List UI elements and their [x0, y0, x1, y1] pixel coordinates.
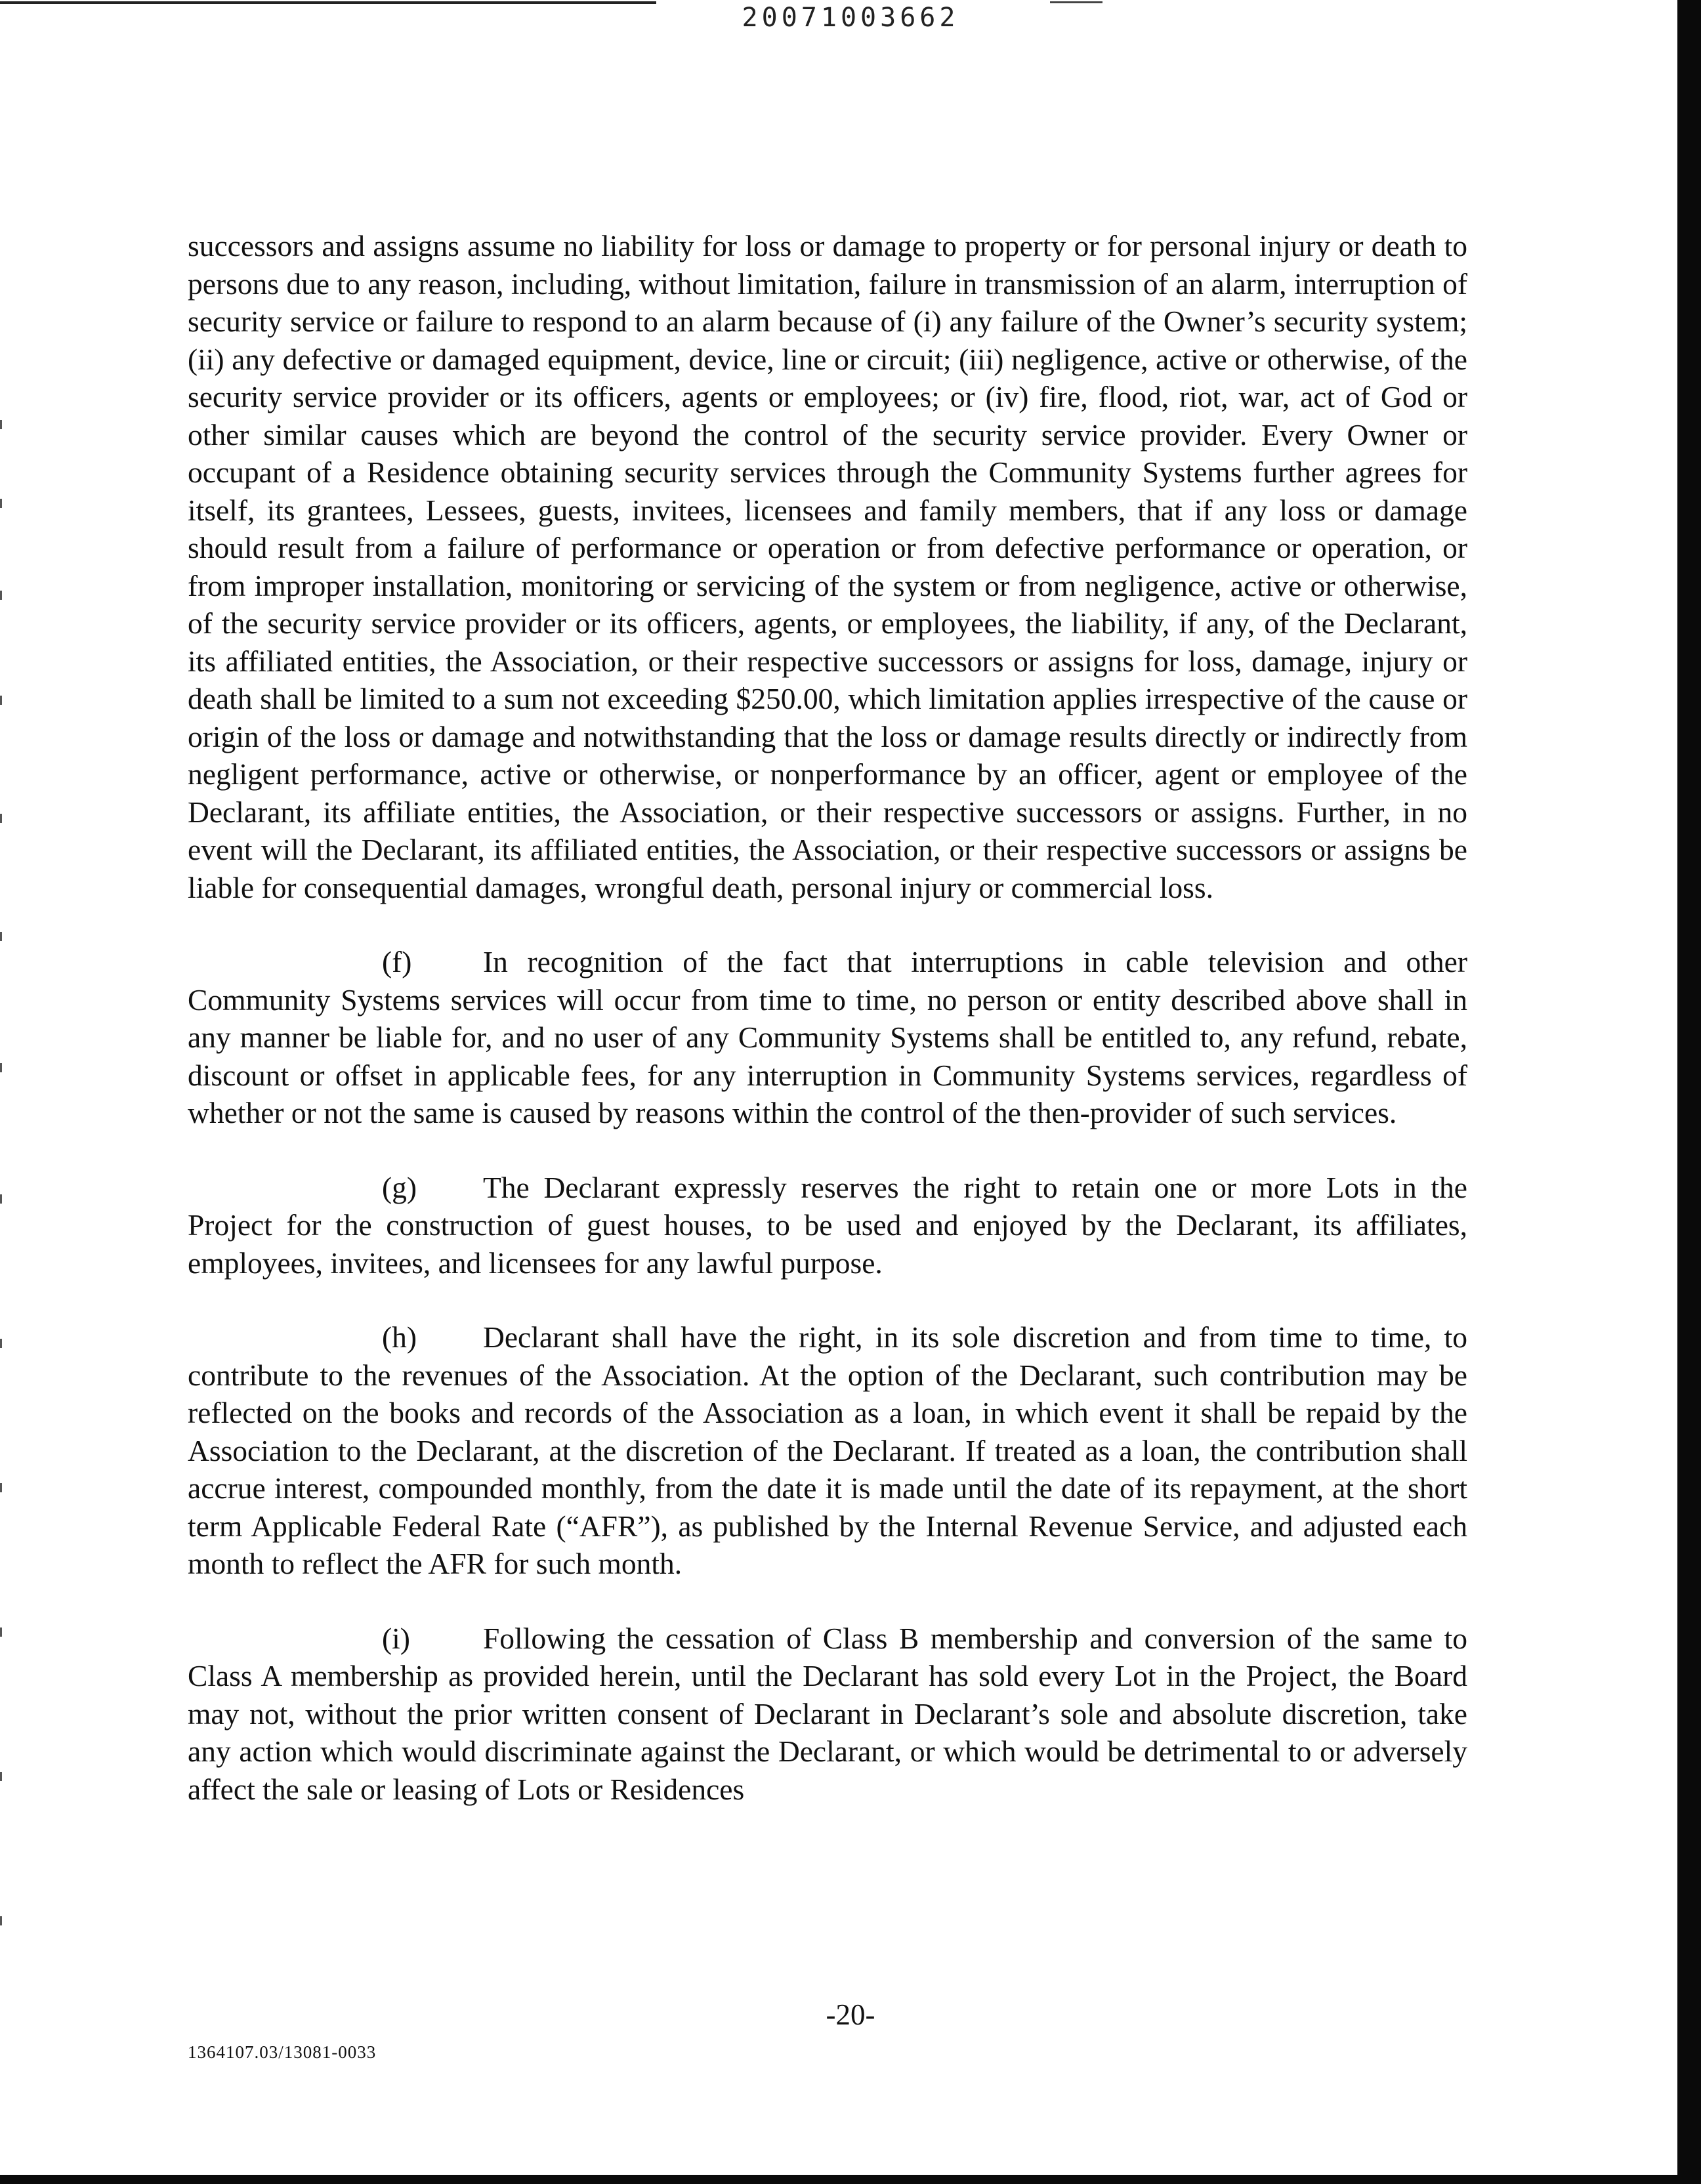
- paragraph-h: [188, 1318, 1467, 1583]
- paragraph-text: In recognition of the fact that interruptions in cable television and other Community Systems services will occur from time to time, no person or entity described above shall in any manner be liable for, and no user of any Community Systems shall be entitled to, any refund, rebate, discount or offset in applicable fees, for any interruption in Community Systems services, regardless of whether or not the same is caused by reasons within the control of the then-provider of such services.: [188, 945, 1467, 1129]
- scan-margin-mark: [0, 1194, 2, 1204]
- scan-margin-mark: [0, 1063, 2, 1072]
- continuation-paragraph: successors and assigns assume no liability for loss or damage to property or for personal injury or death to persons due to any reason, including, without limitation, failure in transmission of an alarm, interruption of security service or failure to respond to an alarm because of (i) any failure of the Owner’s security system; (ii) any defective or damaged equipment, device, line or circuit; (iii) negligence, active or otherwise, of the security service provider or its officers, agents or employees; or (iv) fire, flood, riot, war, act of God or other similar causes which are beyond the control of the security service provider. Every Owner or occupant of a Residence obtaining security services through the Community Systems further agrees for itself, its grantees, Lessees, guests, invitees, licensees and family members, that if any loss or damage should result from a failure of performance or operation or from defective performance or operation, or from improper installation, monitoring or servicing of the system or from negligence, active or otherwise, of the security service provider or its officers, agents, or employees, the liability, if any, of the Declarant, its affiliated entities, the Association, or their respective successors or assigns for loss, damage, injury or death shall be limited to a sum not exceeding $250.00, which limitation applies irrespective of the cause or origin of the loss or damage and notwithstanding that the loss or damage results directly or indirectly from negligent performance, active or otherwise, or nonperformance by an officer, agent or employee of the Declarant, its affiliate entities, the Association, or their respective successors or assigns. Further, in no event will the Declarant, its affiliated entities, the Association, or their respective successors or assigns be liable for consequential damages, wrongful death, personal injury or commercial loss.: [188, 229, 1467, 904]
- paragraph-label: (g): [382, 1170, 417, 1204]
- scan-margin-mark: [0, 696, 2, 705]
- scan-margin-mark: [0, 591, 2, 600]
- paragraph-i: [188, 1620, 1467, 1809]
- paragraph-text: Following the cessation of Class B membership and conversion of the same to Class A membership as provided herein, until the Declarant has sold every Lot in the Project, the Board may not, without the prior written consent of Declarant in Declarant’s sole and absolute discretion, take any action which would discriminate against the Declarant, or which would be detrimental to or adversely affect the sale or leasing of Lots or Residences: [188, 1621, 1467, 1806]
- document-code: 1364107.03/13081-0033: [188, 2042, 377, 2062]
- scan-margin-mark: [0, 1339, 2, 1348]
- scan-right-border: [1677, 0, 1701, 2184]
- page-number: -20-: [826, 1998, 875, 2031]
- scan-margin-mark: [0, 1628, 2, 1637]
- paragraph-f: [188, 943, 1467, 1132]
- scan-margin-mark: [0, 420, 2, 429]
- scan-bottom-border: [0, 2175, 1701, 2184]
- paragraph-label: (f): [382, 945, 412, 978]
- scan-margin-mark: [0, 499, 2, 508]
- paragraph-label: (h): [382, 1320, 417, 1354]
- paragraph-text: Declarant shall have the right, in its sole discretion and from time to time, to contribute to the revenues of the Association. At the option of the Declarant, such contribution may be reflected on the books and records of the Association as a loan, in which event it shall be repaid by the Association to the Declarant, at the discretion of the Declarant. If treated as a loan, the contribution shall accrue interest, compounded monthly, from the date it is made until the date of its repayment, at the short term Applicable Federal Rate (“AFR”), as published by the Internal Revenue Service, and adjusted each month to reflect the AFR for such month.: [188, 1320, 1467, 1580]
- scan-margin-mark: [0, 932, 2, 941]
- paragraph-label: (i): [382, 1621, 410, 1655]
- scan-margin-mark: [0, 1772, 2, 1781]
- recording-number: 20071003662: [742, 3, 959, 33]
- document-body: [188, 227, 1467, 1808]
- paragraph-g: [188, 1169, 1467, 1282]
- scan-margin-mark: [0, 1483, 2, 1492]
- scan-margin-mark: [0, 814, 2, 823]
- scan-margin-mark: [0, 1916, 2, 1925]
- paragraph-text: The Declarant expressly reserves the right to retain one or more Lots in the Project for the construction of guest houses, to be used and enjoyed by the Declarant, its affiliates, employees, invitees, and licensees for any lawful purpose.: [188, 1170, 1467, 1280]
